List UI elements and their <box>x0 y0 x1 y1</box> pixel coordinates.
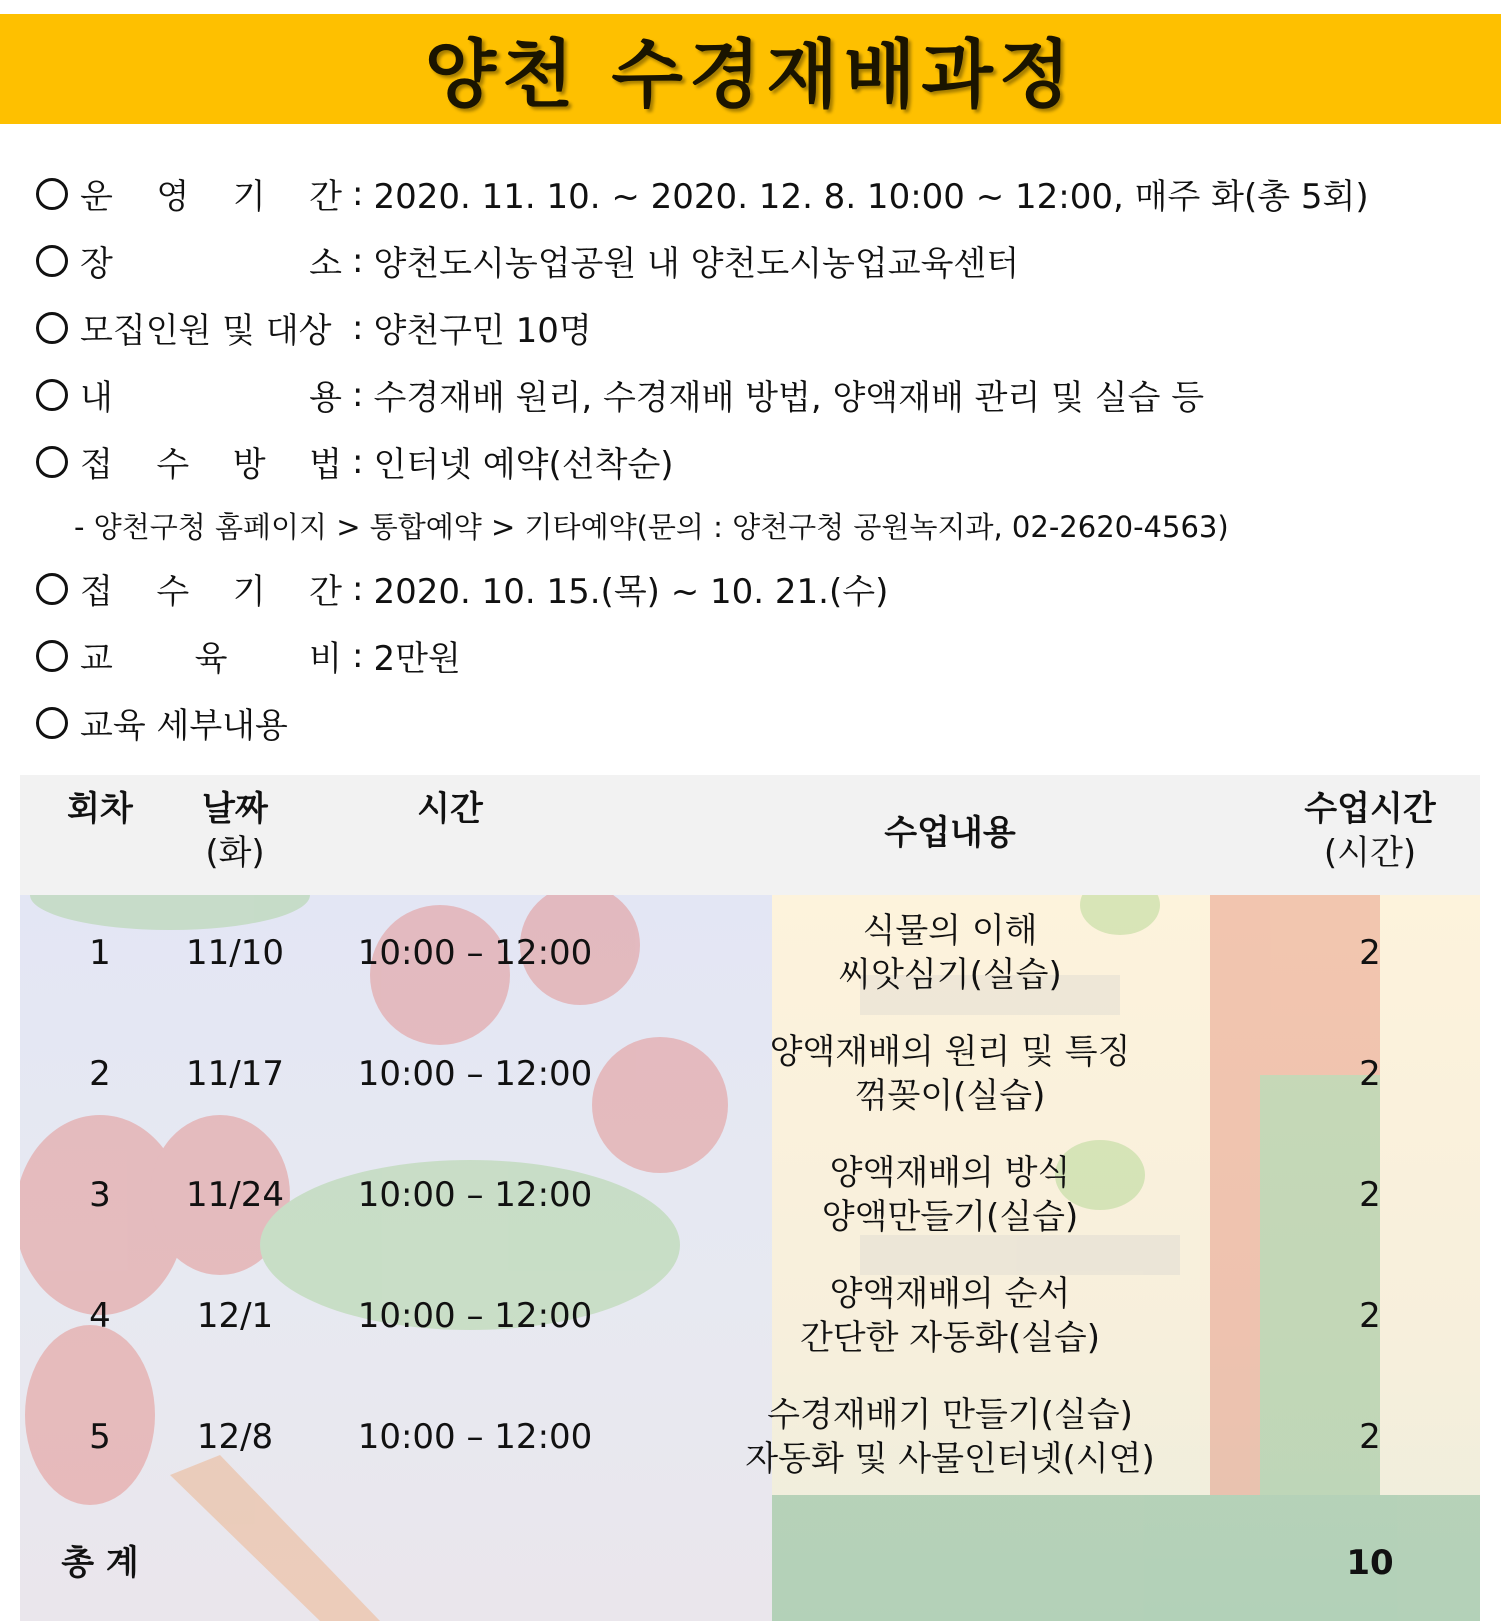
info-value: 2020. 10. 15.(목) ~ 10. 21.(수) <box>373 572 889 612</box>
cell-date: 11/24 <box>186 1175 284 1215</box>
cell-time: 10:00 – 12:00 <box>357 1296 593 1336</box>
cell-session: 3 <box>89 1175 111 1215</box>
cell-date: 12/8 <box>196 1417 274 1457</box>
cell-time: 10:00 – 12:00 <box>357 1054 593 1094</box>
total-hours: 10 <box>1346 1543 1394 1583</box>
info-row-period <box>36 160 1466 227</box>
info-colon: : <box>352 635 364 676</box>
info-label: 교육 세부내용 <box>80 706 288 746</box>
cell-session: 1 <box>89 933 111 973</box>
cell-hours: 2 <box>1359 1054 1381 1094</box>
cell-session: 5 <box>89 1417 111 1457</box>
header-date: 날짜 <box>202 789 268 829</box>
cell-time: 10:00 – 12:00 <box>357 1417 593 1457</box>
header-time: 시간 <box>417 789 483 829</box>
info-row-content <box>36 361 1466 428</box>
cell-hours: 2 <box>1359 1417 1381 1457</box>
info-label: 운 영 기 간 <box>80 177 342 217</box>
header-hours-unit: (시간) <box>1323 833 1417 873</box>
circle-bullet-icon <box>36 312 68 344</box>
cell-hours: 2 <box>1359 1175 1381 1215</box>
cell-content: 간단한 자동화(실습) <box>799 1318 1101 1358</box>
info-row-recruit <box>36 294 1466 361</box>
circle-bullet-icon <box>36 178 68 210</box>
circle-bullet-icon <box>36 379 68 411</box>
info-label: 접 수 방 법 <box>80 445 342 485</box>
info-colon: : <box>352 173 364 214</box>
cell-content: 양액재배의 원리 및 특징 <box>769 1032 1131 1072</box>
carrot-icon <box>170 1455 380 1621</box>
cell-time: 10:00 – 12:00 <box>357 933 593 973</box>
circle-bullet-icon <box>36 446 68 478</box>
cell-content: 양액재배의 순서 <box>829 1274 1071 1314</box>
info-label: 교 육 비 <box>80 639 342 679</box>
cell-hours: 2 <box>1359 1296 1381 1336</box>
info-label: 모집인원 및 대상 <box>80 311 332 351</box>
info-row-method <box>36 428 1466 495</box>
info-label: 장 소 <box>80 244 342 284</box>
schedule-table <box>20 775 1480 1621</box>
info-list <box>36 160 1466 756</box>
info-row-detail <box>36 689 1466 756</box>
cell-hours: 2 <box>1359 933 1381 973</box>
circle-bullet-icon <box>36 707 68 739</box>
header-session: 회차 <box>67 789 133 829</box>
cell-content: 자동화 및 사물인터넷(시연) <box>745 1439 1155 1479</box>
info-row-apply-period <box>36 555 1466 622</box>
info-colon: : <box>352 441 364 482</box>
cell-content: 꺾꽂이(실습) <box>854 1076 1046 1116</box>
cell-content: 양액재배의 방식 <box>829 1153 1071 1193</box>
info-value: 인터넷 예약(선착순) <box>373 445 674 485</box>
cell-date: 11/10 <box>186 933 284 973</box>
cell-content: 식물의 이해 <box>862 911 1038 951</box>
circle-bullet-icon <box>36 640 68 672</box>
cell-session: 2 <box>89 1054 111 1094</box>
title-banner <box>0 14 1501 124</box>
info-label: 내 용 <box>80 378 342 418</box>
info-value: 양천구민 10명 <box>373 311 592 351</box>
info-value: 2만원 <box>373 639 461 679</box>
hydroponic-rack <box>860 1235 1180 1275</box>
info-row-place <box>36 227 1466 294</box>
circle-bullet-icon <box>36 245 68 277</box>
cell-date: 11/17 <box>186 1054 284 1094</box>
info-colon: : <box>352 568 364 609</box>
info-colon: : <box>352 307 364 348</box>
tomato-icon <box>370 905 510 1045</box>
cell-session: 4 <box>89 1296 111 1336</box>
header-hours: 수업시간 <box>1304 789 1436 829</box>
cell-content: 양액만들기(실습) <box>821 1197 1079 1237</box>
cell-time: 10:00 – 12:00 <box>357 1175 593 1215</box>
header-date-day: (화) <box>205 833 265 873</box>
info-colon: : <box>352 240 364 281</box>
cell-content: 씨앗심기(실습) <box>838 955 1062 995</box>
cell-content: 수경재배기 만들기(실습) <box>767 1395 1133 1435</box>
info-value: 2020. 11. 10. ~ 2020. 12. 8. 10:00 ~ 12:00, 매주 화(총 5회) <box>373 177 1369 217</box>
info-colon: : <box>352 374 364 415</box>
info-method-note: - 양천구청 홈페이지 > 통합예약 > 기타예약(문의 : 양천구청 공원녹지과, 02-2620-4563) <box>74 509 1229 544</box>
header-content: 수업내용 <box>884 813 1016 853</box>
circle-bullet-icon <box>36 573 68 605</box>
info-label: 접 수 기 간 <box>80 572 342 612</box>
page-title: 양천 수경재배과정 <box>424 32 1077 118</box>
cell-date: 12/1 <box>196 1296 274 1336</box>
info-row-fee <box>36 622 1466 689</box>
info-value: 양천도시농업공원 내 양천도시농업교육센터 <box>373 244 1020 284</box>
info-value: 수경재배 원리, 수경재배 방법, 양액재배 관리 및 실습 등 <box>373 378 1205 418</box>
total-label: 총 계 <box>61 1543 139 1583</box>
